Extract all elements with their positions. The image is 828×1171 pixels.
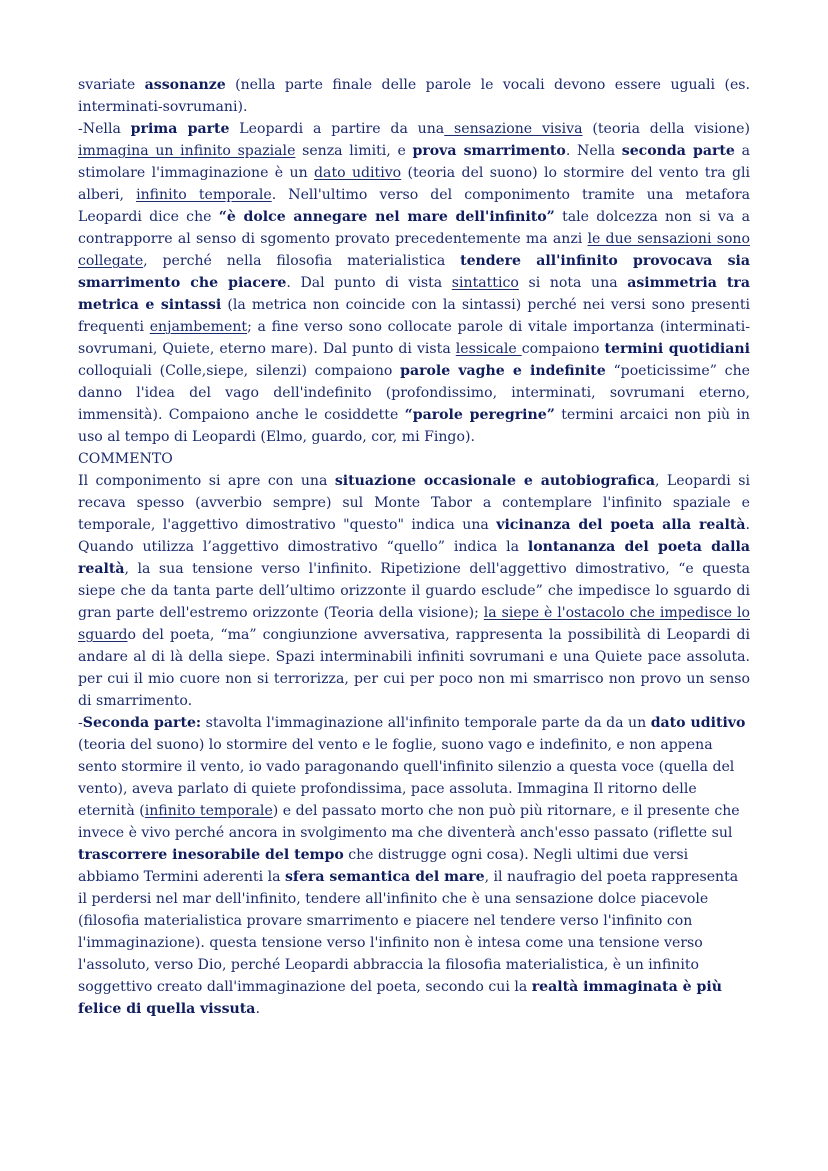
text-run: (teoria della visione): [582, 121, 751, 137]
text-run: . Dal punto di vista: [286, 275, 452, 291]
bold-text: trascorrere inesorabile del tempo: [78, 847, 344, 863]
text-run: che distrugge ogni cosa). Negli ultimi due versi abbiamo Termini aderenti la: [78, 847, 689, 885]
text-run: ) e del passato morto che non può più ritornare, e il presente che invece è vivo perché ancora in svolgimento ma che diventerà anch'esso passato (riflette sul: [78, 803, 740, 841]
text-run: -: [78, 715, 83, 731]
text-run: (teoria del suono) lo stormire del vento tra gli alberi,: [78, 165, 750, 203]
section-heading-commento: [78, 448, 750, 470]
text-run: , il naufragio del poeta rappresenta il perdersi nel mar dell'infinito, tendere all'infinito che è una sensazione dolce piacevole (filosofia materialistica provare smarrimento e piacere nel tendere verso l'infinito con l'immaginazione). questa tensione verso l'infinito non è intesa come una tensione verso l'assoluto, verso Dio, perché Leopardi abbraccia la filosofia materialistica, è un infinito soggettivo creato dall'immaginazione del poeta, secondo cui la: [78, 869, 739, 995]
bold-text: asimmetria tra metrica e sintassi: [78, 275, 750, 313]
underlined-text: sintattico: [451, 275, 519, 291]
underlined-text: la siepe è l'ostacolo che impedisce lo sguard: [78, 605, 750, 643]
text-run: COMMENTO: [78, 451, 173, 467]
text-run: termini arcaici non più in uso al tempo di Leopardi (Elmo, guardo, cor, mi Fingo).: [78, 407, 750, 445]
bold-text: tendere all'infinito provocava sia smarrimento che piacere: [78, 253, 750, 291]
text-run: (la metrica non coincide con la sintassi) perché nei versi sono presenti frequenti: [78, 297, 750, 335]
text-run: (teoria del suono) lo stormire del vento e le foglie, suono vago e indefinito, e non appena sento stormire il vento, io vado paragonando quell'infinito silenzio a questa voce (quella del vento), aveva parlato di quiete profondissima, pace assoluta. Immagina Il ritorno delle eternità (: [78, 737, 735, 819]
underlined-text: enjambement: [149, 319, 248, 335]
bold-text: prima parte: [130, 121, 230, 137]
bold-text: Seconda parte:: [82, 715, 202, 731]
text-run: , la sua tensione verso l'infinito. Ripetizione dell'aggettivo dimostrativo, “e questa siepe che da tanta parte dell’ultimo orizzonte il guardo esclude” che impedisce lo sguardo di gran parte dell'estremo orizzonte (Teoria della visione);: [78, 561, 750, 621]
bold-text: situazione occasionale e autobiografica: [334, 473, 655, 489]
text-run: tale dolcezza non si va a contrapporre al senso di sgomento provato precedentemente ma anzi: [78, 209, 750, 247]
text-run: stavolta l'immaginazione all'infinito temporale parte da da un: [201, 715, 651, 731]
bold-text: sfera semantica del mare: [284, 869, 485, 885]
text-run: compaiono: [521, 341, 605, 357]
text-run: .: [255, 1001, 260, 1017]
text-run: o del poeta, “ma” congiunzione avversativa, rappresenta la possibilità di Leopardi di andare al di là della siepe. Spazi interminabili infiniti sovrumani e una Quiete pace assoluta. per cui il mio cuore non si terrorizza, per cui per poco non mi smarrisco non provo un senso di smarrimento.: [78, 627, 750, 709]
bold-text: termini quotidiani: [604, 341, 751, 357]
bold-text: lontananza del poeta dalla realtà: [78, 539, 750, 577]
document-page: [78, 74, 750, 1020]
paragraph-analisi: [78, 118, 750, 448]
text-run: . Nella: [565, 143, 622, 159]
underlined-text: immagina un infinito spaziale: [78, 143, 296, 159]
text-run: colloquiali (Colle,siepe, silenzi) compaiono: [78, 363, 401, 379]
text-run: Il componimento si apre con una: [78, 473, 335, 489]
text-run: svariate: [78, 77, 145, 93]
underlined-text: infinito temporale: [144, 803, 273, 819]
text-run: “poeticissime” che danno l'idea del vago dell'indefinito (profondissimo, interminati, sovrumani eterno, immensità). Compaiono anche le cosiddette: [78, 363, 750, 423]
paragraph-commento-prima-parte: [78, 470, 750, 712]
underlined-text: le due sensazioni sono collegate: [78, 231, 750, 269]
text-run: ; a fine verso sono collocate parole di vitale importanza (interminati-sovrumani, Quiete, eterno mare). Dal punto di vista: [78, 319, 750, 357]
underlined-text: lessicale: [455, 341, 522, 357]
underlined-text: infinito temporale: [136, 187, 272, 203]
bold-text: “parole peregrine”: [404, 407, 555, 423]
bold-text: realtà immaginata è più felice di quella vissuta: [78, 979, 722, 1017]
bold-text: vicinanza del poeta alla realtà: [496, 517, 746, 533]
paragraph-assonanze: [78, 74, 750, 118]
bold-text: prova smarrimento: [412, 143, 566, 159]
underlined-text: dato uditivo: [314, 165, 402, 181]
text-run: senza limiti, e: [295, 143, 413, 159]
text-run: . Nell'ultimo verso del componimento tramite una metafora Leopardi dice che: [78, 187, 750, 225]
text-run: , Leopardi si recava spesso (avverbio sempre) sul Monte Tabor a contemplare l'infinito spaziale e temporale, l'aggettivo dimostrativo "questo" indica una: [78, 473, 750, 533]
bold-text: assonanze: [144, 77, 226, 93]
text-run: . Quando utilizza l’aggettivo dimostrativo “quello” indica la: [78, 517, 750, 555]
bold-text: dato uditivo: [650, 715, 746, 731]
underlined-text: sensazione visiva: [444, 121, 583, 137]
text-run: Leopardi a partire da una: [229, 121, 445, 137]
text-run: -Nella: [78, 121, 131, 137]
bold-text: seconda parte: [621, 143, 735, 159]
bold-text: “è dolce annegare nel mare dell'infinito”: [218, 209, 555, 225]
text-run: a stimolare l'immaginazione è un: [78, 143, 750, 181]
text-run: si nota una: [518, 275, 628, 291]
text-run: (nella parte finale delle parole le vocali devono essere uguali (es. interminati-sovrumani).: [78, 77, 750, 115]
paragraph-seconda-parte: [78, 712, 750, 1020]
bold-text: parole vaghe e indefinite: [400, 363, 606, 379]
text-run: , perché nella filosofia materialistica: [143, 253, 461, 269]
